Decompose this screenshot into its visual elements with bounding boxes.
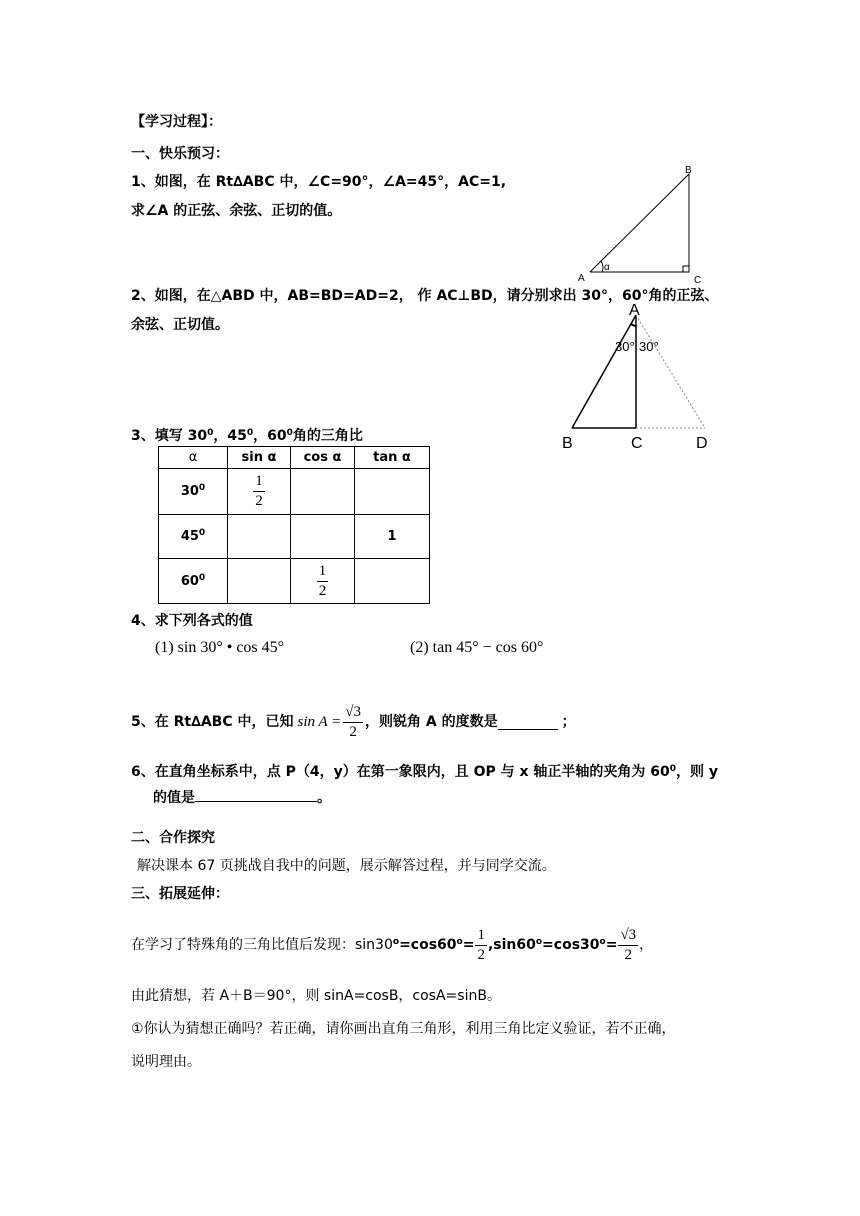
observation-line: 在学习了特殊角的三角比值后发现：sin30 $^o=\cos 60^o=$ $\frac{1}{2}$ $,\sin 60^o=\cos 30^o=$ $\frac{√3}{2}$ ， [131, 926, 654, 963]
q4-title: 4、求下列各式的值 [131, 613, 253, 629]
row-angle-30: $30^0$ [159, 469, 228, 515]
q2-angle-right: 30° [639, 339, 659, 354]
section1-title: 一、快乐预习： [131, 146, 229, 162]
table-header-row [159, 447, 430, 469]
cell-tan30 [355, 469, 430, 515]
q4-expr2: (2) tan 45° − cos 60° [410, 639, 544, 656]
question-line2: 说明理由。 [131, 1054, 201, 1070]
q2-label-a: A [629, 302, 640, 319]
cell-cos30 [291, 469, 355, 515]
table-row [159, 515, 430, 559]
q6-line2: 的值是 。 [153, 787, 331, 807]
q1-label-c: C [694, 275, 702, 285]
q1-line2: 求∠A 的正弦、余弦、正切的值。 [131, 203, 342, 219]
cell-cos45 [291, 515, 355, 559]
q2-label-b: B [562, 435, 573, 452]
table-row [159, 469, 430, 515]
guess-line: 由此猜想，若 A＋B＝90°，则 sinA=cosB，cosA=sinB。 [131, 988, 501, 1004]
q6-line1: 6、在直角坐标系中，点 P（4，y）在第一象限内，且 OP 与 x 轴正半轴的夹角为 $60^0$，则 y [131, 764, 719, 780]
section2-body: 解决课本 67 页挑战自我中的问题，展示解答过程，并与同学交流。 [137, 858, 556, 874]
q2-line1: 2、如图，在△ABD 中，AB=BD=AD=2， 作 AC⊥BD，请分别求出 30°，60°角的正弦、 [131, 288, 719, 304]
q2-label-d: D [696, 435, 708, 452]
q4-expr1: (1) sin 30° • cos 45° [155, 639, 285, 656]
q2-angle-left: 30° [615, 339, 635, 354]
q1-triangle-figure [570, 160, 710, 285]
table-row [159, 559, 430, 604]
cell-sin30: $\frac{1}{2}$ [228, 469, 291, 515]
cell-tan45: 1 [355, 515, 430, 559]
q2-line2: 余弦、正切值。 [131, 317, 229, 333]
section2-title: 二、合作探究 [131, 830, 215, 846]
question-line1: ①你认为猜想正确吗？若正确，请你画出直角三角形，利用三角比定义验证，若不正确， [131, 1021, 676, 1037]
section-header: 【学习过程】： [131, 114, 222, 130]
q5-answer-blank[interactable] [498, 715, 558, 730]
cell-cos60: $\frac{1}{2}$ [291, 559, 355, 604]
cell-sin45 [228, 515, 291, 559]
header-sin: sin α [228, 447, 291, 469]
row-angle-45: $45^0$ [159, 515, 228, 559]
cell-tan60 [355, 559, 430, 604]
cell-sin60 [228, 559, 291, 604]
q2-triangle-figure [555, 298, 730, 456]
q1-line1: 1、如图，在 Rt∆ABC 中，∠C=90°，∠A=45°，AC=1, [131, 174, 507, 190]
header-tan: tan α [355, 447, 430, 469]
section3-title: 三、拓展延伸： [131, 886, 229, 902]
trig-table [158, 446, 430, 604]
q6-answer-blank[interactable] [195, 787, 317, 802]
q5-line: 5、在 Rt∆ABC 中，已知 sin A = $\frac{√3}{2}$ ，则锐角 A 的度数是 ； [131, 703, 576, 740]
q1-label-b: B [685, 165, 692, 176]
q3-title: 3、填写 $30^0$，$45^0$，$60^0$角的三角比 [131, 428, 363, 444]
q2-label-c: C [631, 435, 643, 452]
q1-label-alpha: α [604, 262, 610, 273]
row-angle-60: $60^0$ [159, 559, 228, 604]
header-alpha: α [159, 447, 228, 469]
header-cos: cos α [291, 447, 355, 469]
q1-label-a: A [578, 273, 585, 284]
